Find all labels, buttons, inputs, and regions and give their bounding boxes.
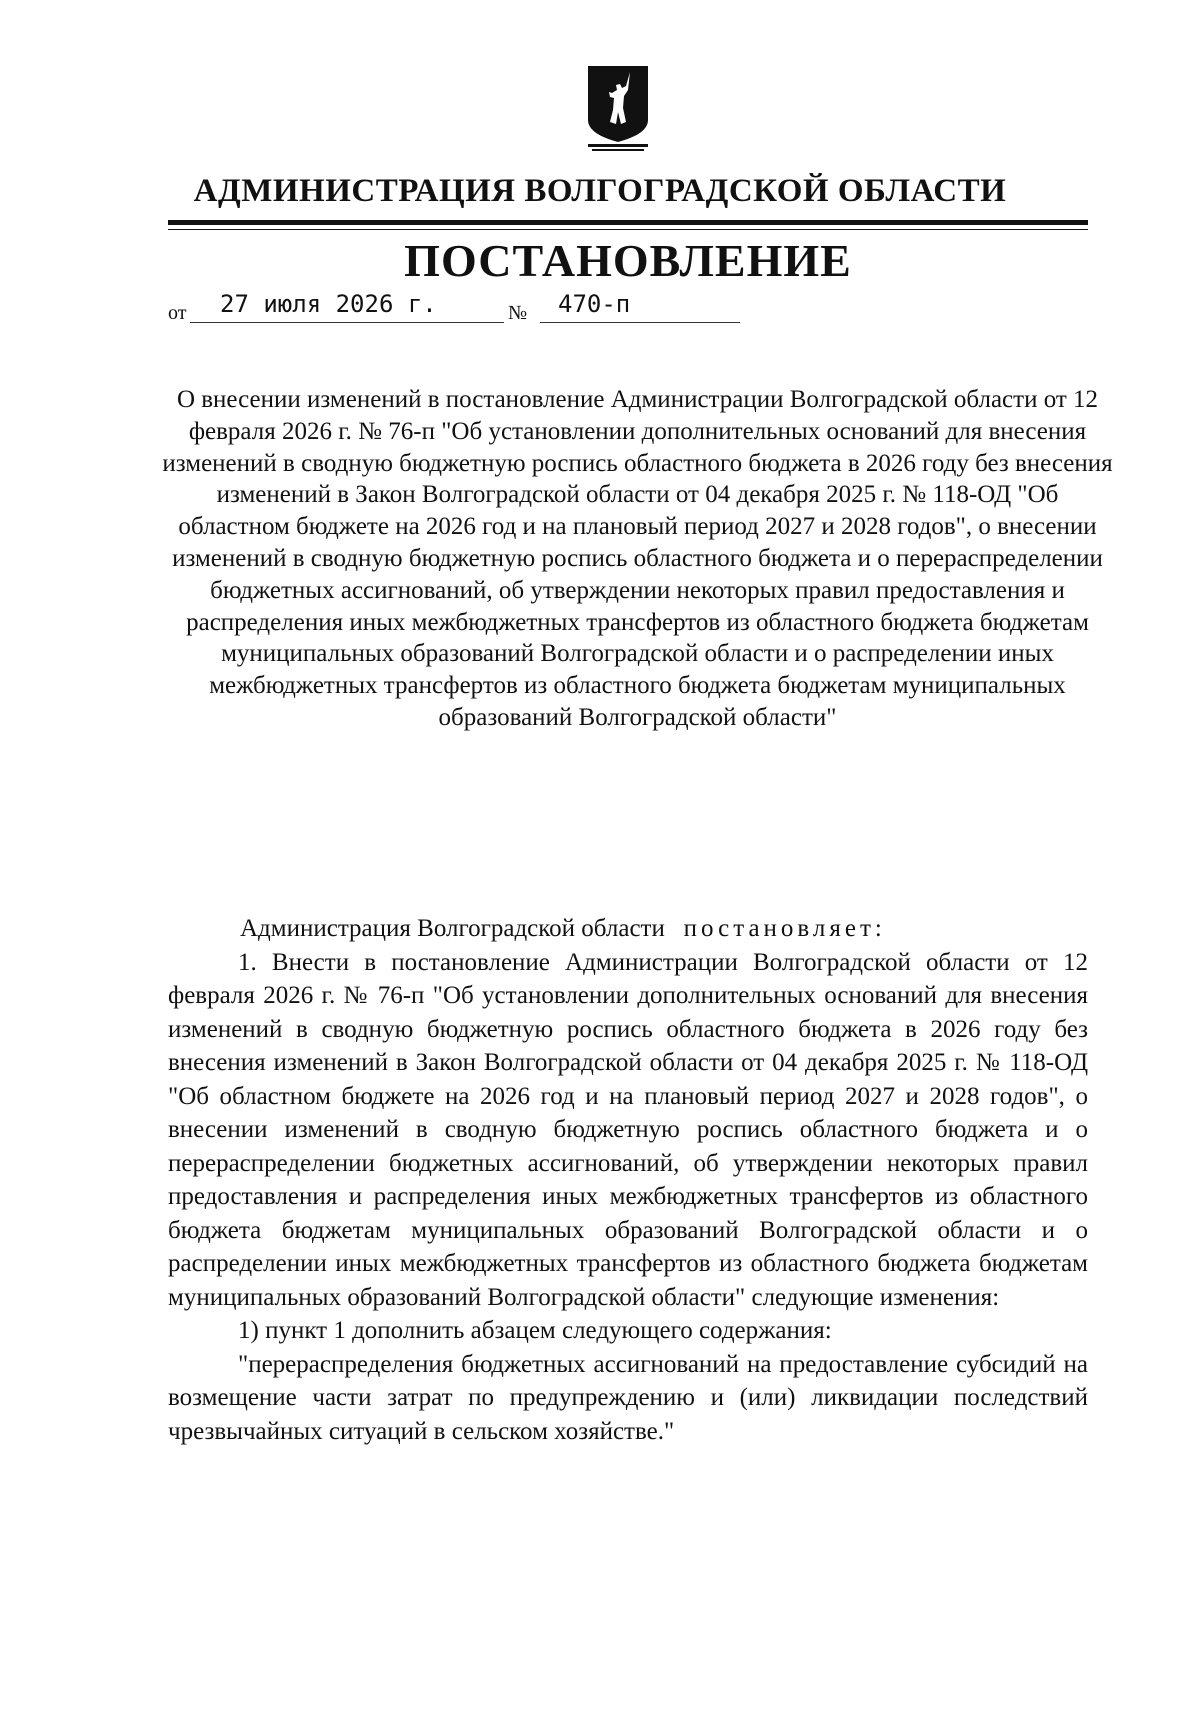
preamble [168,912,1088,946]
document-date: 27 июля 2026 г. [220,290,437,318]
document-title: О внесении изменений в постановление Администрации Волгоградской области от 12 февраля 2026 г. № 76-п "Об установлении дополнительных оснований для внесения изменений в сводную бюджетную роспись областного бюджета в 2026 году без внесения изменений в Закон Волгоградской области от 04 декабря 2025 г. № 118-ОД "Об областном бюджете на 2026 год и на плановый период 2027 и 2028 годов", о внесении изменений в сводную бюджетную роспись областного бюджета и о перераспределении бюджетных ассигнований, об утверждении некоторых правил предоставления и распределения иных межбюджетных трансфертов из областного бюджета бюджетам муниципальных образований Волгоградской области и о распределении иных межбюджетных трансфертов из областного бюджета бюджетам муниципальных образований Волгоградской области" [162,386,1113,731]
number-label: № [508,302,528,324]
number-underline [540,322,740,323]
paragraph-quote: "перераспределения бюджетных ассигнований на предоставление субсидий на возмещение части затрат по предупреждению и (или) ликвидации последствий чрезвычайных ситуаций в сельском хозяйстве." [168,1350,1088,1445]
paragraph-subitem-1: 1) пункт 1 дополнить абзацем следующего содержания: [238,1317,832,1344]
header-rule-thin [168,229,1088,230]
preamble-verb: постановляет: [683,915,886,942]
document-number: 470-п [558,290,631,318]
date-underline [190,322,504,323]
coat-of-arms-icon [582,62,654,154]
date-label: от [168,302,187,324]
document-type: ПОСТАНОВЛЕНИЕ [404,235,852,286]
preamble-subject: Администрация Волгоградской области [240,915,665,942]
header-rule-thick [168,220,1088,225]
organization-name: АДМИНИСТРАЦИЯ ВОЛГОГРАДСКОЙ ОБЛАСТИ [193,173,1007,209]
paragraph-item-1: 1. Внести в постановление Администрации Волгоградской области от 12 февраля 2026 г. № 76-п "Об установлении дополнительных оснований для внесения изменений в сводную бюджетную роспись областного бюджета в 2026 году без внесения изменений в Закон Волгоградской области от 04 декабря 2025 г. № 118-ОД "Об областном бюджете на 2026 год и на плановый период 2027 и 2028 годов", о внесении изменений в сводную бюджетную роспись областного бюджета и о перераспределении бюджетных ассигнований, об утверждении некоторых правил предоставления и распределения иных межбюджетных трансфертов из областного бюджета бюджетам муниципальных образований Волгоградской области и о распределении иных межбюджетных трансфертов из областного бюджета бюджетам муниципальных образований Волгоградской области" следующие изменения: [168,948,1088,1311]
document-body [168,912,1088,1448]
